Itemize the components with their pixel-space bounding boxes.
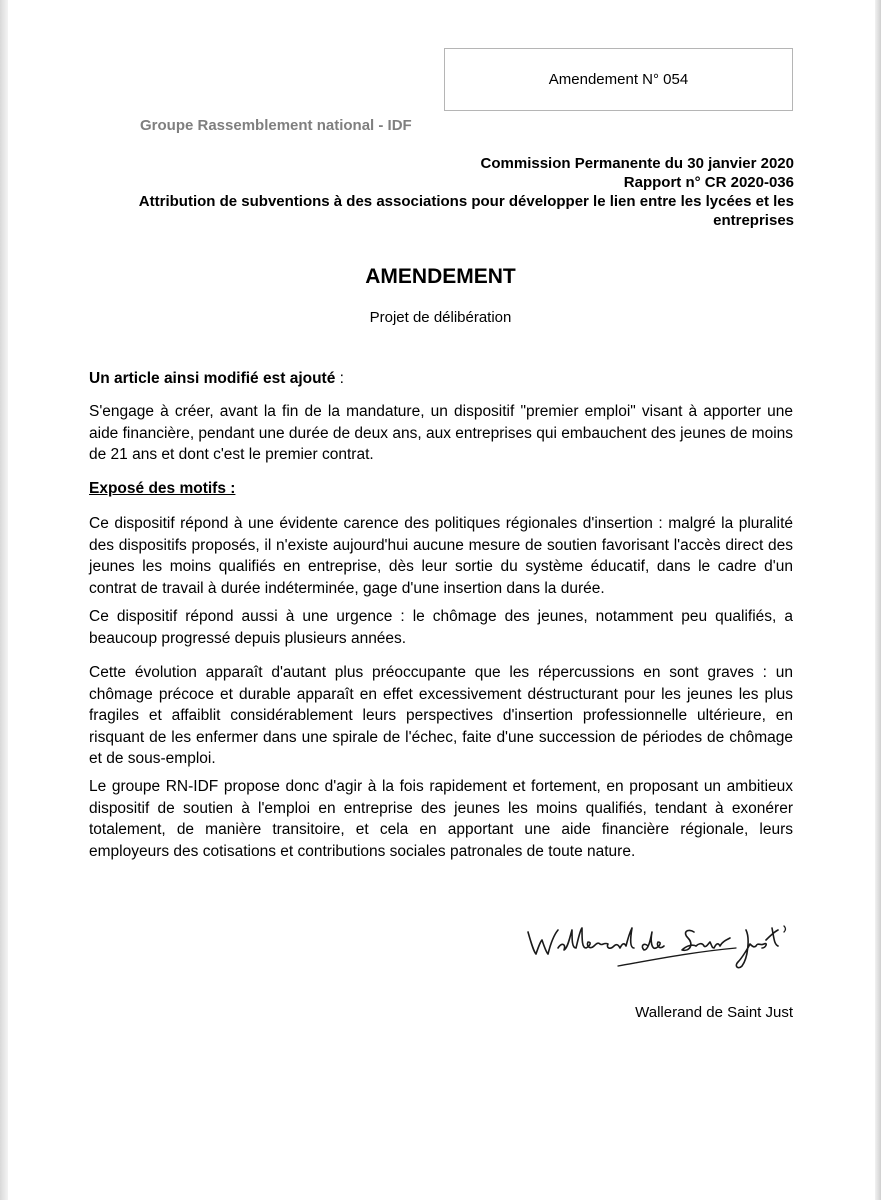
signer-name: Wallerand de Saint Just: [635, 1004, 793, 1021]
group-name: Groupe Rassemblement national - IDF: [140, 117, 412, 134]
page-edge-left: [0, 0, 8, 1200]
motifs-paragraph-3: Cette évolution apparaît d'autant plus préoccupante que les répercussions en sont graves : un chômage précoce et durable apparaît en effet excessivement déstructurant pour les jeunes les plus fragiles et affaiblit considérablement leurs perspectives d'insertion professionnelle ultérieure, en risquant de les enfermer dans une spirale de l'échec, faite d'une succession de périodes de chômage et de sous-emploi.: [89, 664, 793, 767]
commission-line: Commission Permanente du 30 janvier 2020: [480, 155, 794, 172]
report-line: Rapport n° CR 2020-036: [623, 174, 794, 191]
page-edge-right: [875, 0, 881, 1200]
motifs-paragraph-1: Ce dispositif répond à une évidente carence des politiques régionales d'insertion : malgré la pluralité des dispositifs proposés, il n'existe aujourd'hui aucune mesure de soutien favorisant l'accès direct des jeunes les moins qualifiés en entreprise, dès leur sortie du système éducatif, dans le cadre d'un contrat de travail à durée indéterminée, gage d'une insertion dans la durée.: [89, 515, 793, 597]
motifs-paragraph-4: Le groupe RN-IDF propose donc d'agir à la fois rapidement et fortement, en proposant un ambitieux dispositif de soutien à l'emploi en entreprise des jeunes les moins qualifiés, tendant à exonérer totalement, de manière transitoire, et cela en apportant une aide financière régionale, leurs employeurs des cotisations et contributions sociales patronales de toute nature.: [89, 778, 793, 860]
article-heading-suffix: :: [335, 370, 344, 387]
page-subtitle: Projet de délibération: [369, 309, 512, 326]
header-block: [60, 154, 794, 230]
subject-line-end: entreprises: [713, 212, 794, 229]
subject-line: Attribution de subventions à des associations pour développer le lien entre les lycées et les: [138, 193, 794, 210]
amendment-number: Amendement N° 054: [548, 71, 689, 88]
page-title: AMENDEMENT: [365, 265, 516, 288]
motifs-paragraph-2: Ce dispositif répond aussi à une urgence : le chômage des jeunes, notamment peu qualifiés, a beaucoup progressé depuis plusieurs années.: [89, 608, 793, 647]
article-heading: [89, 368, 793, 390]
article-text: S'engage à créer, avant la fin de la mandature, un dispositif "premier emploi" visant à apporter une aide financière, pendant une durée de deux ans, aux entreprises qui embauchent des jeunes de moins de 21 ans et dont c'est le premier contrat.: [89, 403, 794, 463]
motifs-heading: Exposé des motifs :: [89, 480, 236, 497]
amendment-number-box: [444, 48, 793, 111]
article-heading-text: Un article ainsi modifié est ajouté: [89, 370, 336, 387]
handwritten-signature: [522, 918, 792, 978]
